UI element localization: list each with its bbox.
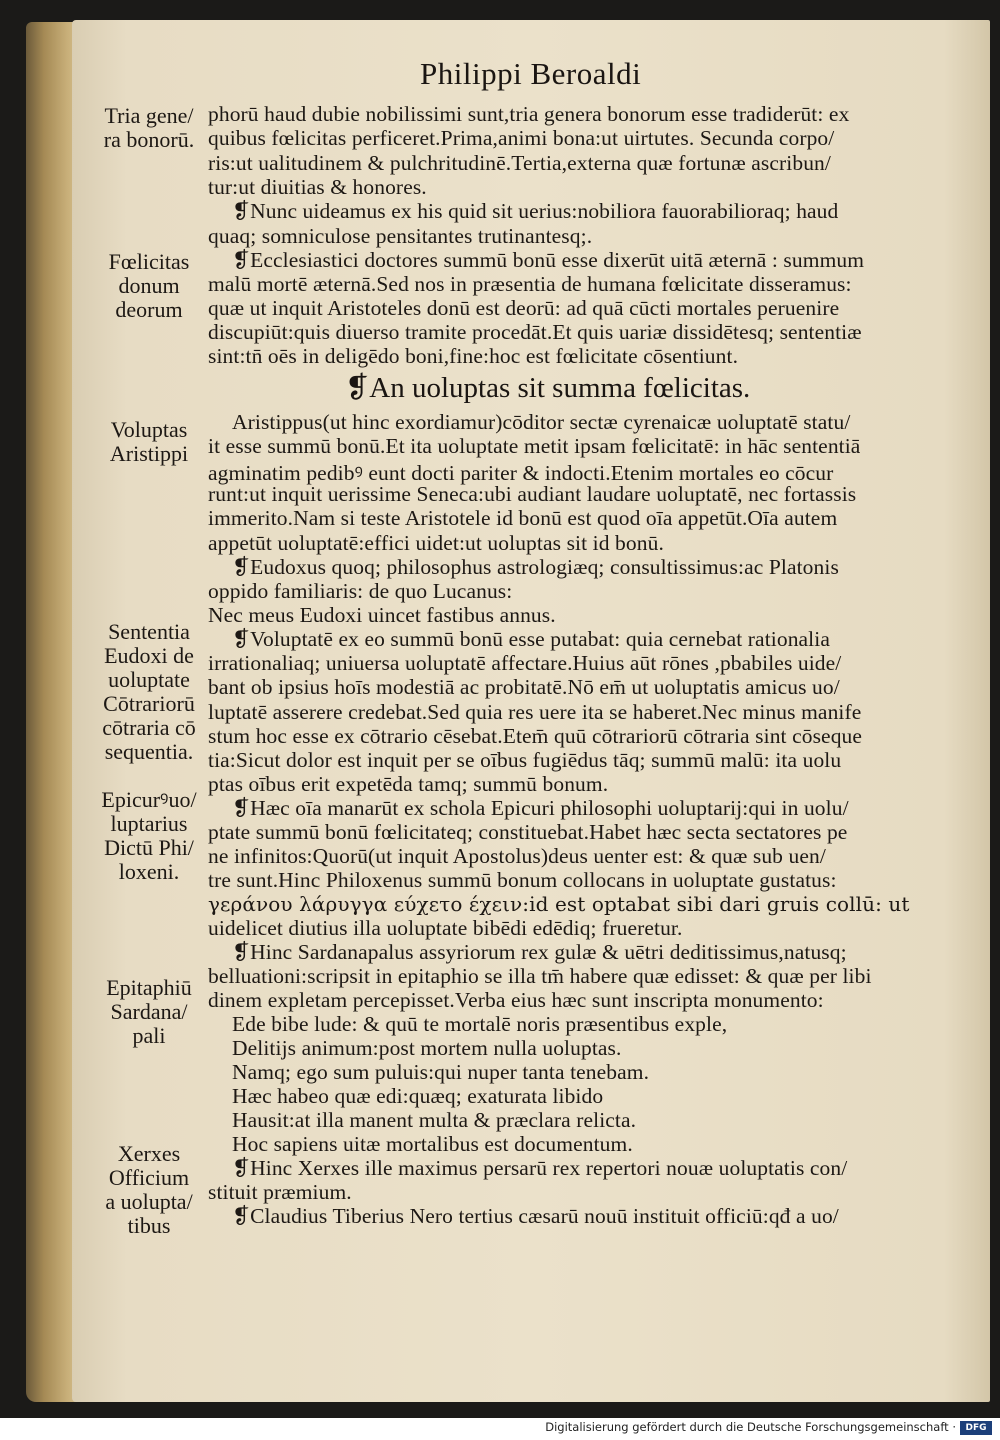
text-line: tre sunt.Hinc Philoxenus summū bonum collocans in uoluptate gustatus: — [208, 868, 837, 892]
text-line: sint:tn̄ oēs in deligēdo boni,fine:hoc est fœlicitate cōsentiunt. — [208, 344, 739, 368]
text-line-greek: γεράνου λάρυγγα εύχετο έχειν:id est optabat sibi dari gruis collū: ut — [208, 892, 910, 916]
marginal-line: Epicurꝰuo/ — [101, 787, 197, 812]
text-line: appetūt uoluptatē:effici uidet:ut uoluptas sit id bonū. — [208, 531, 664, 555]
footer-credit: Digitalisierung gefördert durch die Deutsche Forschungsgemeinschaft · — [545, 1420, 956, 1434]
marginal-line: uoluptate — [108, 667, 190, 692]
marginal-line: sequentia. — [104, 739, 194, 764]
marginal-line: a uolupta/ — [105, 1189, 193, 1214]
running-head: Philippi Beroaldi — [420, 56, 642, 91]
marginal-line: Epitaphiū — [106, 975, 192, 1000]
text-line: immerito.Nam si teste Aristotele id bonū est quod oīa appetūt.Oīa autem — [208, 506, 838, 530]
marginal-line: deorum — [115, 297, 183, 322]
marginal-note-7 — [90, 1142, 208, 1238]
marginal-line: Dictū Phi/ — [104, 835, 194, 860]
text-line: malū mortē æternā.Sed nos in præsentia de humana fœlicitate disseramus: — [208, 272, 852, 296]
text-line: stum hoc esse ex cōtrario cēsebat.Etem̄ quū cōtrariorū cōtraria sint cōseque — [208, 724, 863, 748]
verse-line: Hoc sapiens uitæ mortalibus est documentum. — [232, 1132, 633, 1156]
section-heading: ❡An uoluptas sit summa fœlicitas. — [345, 372, 751, 404]
text-line: luptatē asserere credebat.Sed quia res uere ita se haberet.Nec minus manife — [208, 700, 862, 724]
text-line: phorū haud dubie nobilissimi sunt,tria genera bonorum esse tradiderūt: ex — [208, 102, 850, 126]
text-line: quæ ut inquit Aristoteles donū est deorū: ad quā cūcti mortales peruenire — [208, 296, 840, 320]
verse-line: Delitijs animum:post mortem nulla uoluptas. — [232, 1036, 622, 1060]
text-line: tur:ut diuitias & honores. — [208, 175, 427, 199]
text-line: ptate summū bonū fœlicitateq; constituebat.Habet hæc secta sectatores pe — [208, 820, 848, 844]
text-line: Nec meus Eudoxi uincet fastibus annus. — [208, 603, 556, 627]
text-line: ❡Claudius Tiberius Nero tertius cæsarū nouū instituit officiū:qđ a uo/ — [232, 1204, 839, 1228]
text-line: Aristippus(ut hinc exordiamur)cōditor sectæ cyrenaicæ uoluptatē statu/ — [232, 410, 851, 434]
text-line: quaq; somniculose pensitantes trutinantesq;. — [208, 224, 593, 248]
text-line: runt:ut inquit uerissime Seneca:ubi audiant laudare uoluptatē, nec fortassis — [208, 482, 857, 506]
marginal-line: pali — [132, 1023, 166, 1048]
marginal-note-2 — [90, 250, 208, 322]
marginal-line: cōtraria cō — [102, 715, 196, 740]
marginal-line: donum — [118, 273, 180, 298]
text-line: irrationaliaq; uniuersa uoluptatē affectare.Huius aūt rōnes ,pbabiles uide/ — [208, 651, 842, 675]
text-line: ❡Hinc Sardanapalus assyriorum rex gulæ & uētri deditissimus,natusq; — [232, 940, 847, 964]
verse-line: Hausit:at illa manent multa & præclara relicta. — [232, 1108, 637, 1132]
marginal-note-4 — [90, 620, 208, 764]
text-line: agminatim pedibꝰ eunt docti pariter & indocti.Etenim mortales eo cōcur — [208, 461, 834, 485]
text-line: ❡Eudoxus quoq; philosophus astrologiæq; consultissimus:ac Platonis — [232, 555, 839, 579]
text-line: ne infinitos:Quorū(ut inquit Apostolus)deus uenter est: & quæ sub uen/ — [208, 844, 826, 868]
text-line: belluationi:scripsit in epitaphio se illa tm̄ habere quæ edisset: & quæ per libi — [208, 964, 872, 988]
marginal-note-5 — [90, 788, 208, 884]
text-line: ❡Ecclesiastici doctores summū bonū esse dixerūt uitā æternā : summum — [232, 248, 865, 272]
text-line: ❡Hinc Xerxes ille maximus persarū rex repertori nouæ uoluptatis con/ — [232, 1156, 848, 1180]
marginal-line: Sententia — [108, 619, 190, 644]
marginal-line: loxeni. — [118, 859, 180, 884]
text-line: dinem expletam percepisset.Verba eius hæc sunt inscripta monumento: — [208, 988, 824, 1012]
marginal-line: Tria gene/ — [104, 103, 194, 128]
text-line: quibus fœlicitas perficeret.Prima,animi bona:ut uirtutes. Secunda corpo/ — [208, 126, 835, 150]
text-line: ris:ut ualitudinem & pulchritudinē.Tertia,externa quæ fortunæ ascribun/ — [208, 151, 831, 175]
marginal-line: Aristippi — [109, 441, 189, 466]
verse-line: Ede bibe lude: & quū te mortalē noris præsentibus exple, — [232, 1012, 728, 1036]
text-line: it esse summū bonū.Et ita uoluptate metit ipsam fœlicitatē: in hāc sententiā — [208, 434, 861, 458]
marginal-line: Eudoxi de — [104, 643, 194, 668]
text-line: ❡Nunc uideamus ex his quid sit uerius:nobiliora fauorabilioraq; haud — [232, 199, 839, 223]
text-line: oppido familiaris: de quo Lucanus: — [208, 579, 513, 603]
verse-line: Hæc habeo quæ edi:quæq; exaturata libido — [232, 1084, 604, 1108]
marginal-note-1 — [90, 104, 208, 152]
marginal-line: luptarius — [110, 811, 188, 836]
marginal-line: ra bonorū. — [103, 127, 195, 152]
dfg-logo: DFG — [960, 1421, 992, 1435]
text-line: tia:Sicut dolor est inquit per se oībus fugiēdus tāq; summū malū: ita uolu — [208, 748, 842, 772]
marginal-line: tibus — [127, 1213, 171, 1238]
marginal-line: Voluptas — [110, 417, 188, 442]
text-line: bant ob ipsius hoīs modestiā ac probitatē.Nō em̄ ut uoluptatis amicus uo/ — [208, 675, 840, 699]
text-line: ❡Hæc oīa manarūt ex schola Epicuri philosophi uoluptarij:qui in uolu/ — [232, 796, 849, 820]
marginal-note-6 — [90, 976, 208, 1048]
marginal-line: Xerxes — [117, 1141, 181, 1166]
marginal-line: Officium — [108, 1165, 190, 1190]
text-line: ptas oībus erit expetēda tamq; summū bonum. — [208, 772, 609, 796]
text-line: stituit præmium. — [208, 1180, 352, 1204]
marginal-line: Fœlicitas — [108, 249, 190, 274]
marginal-line: Cōtrariorū — [103, 691, 195, 716]
marginal-line: Sardana/ — [110, 999, 188, 1024]
verse-line: Namq; ego sum puluis:qui nuper tanta tenebam. — [232, 1060, 650, 1084]
text-line: uidelicet diutius illa uoluptate bibēdi edēdiq; frueretur. — [208, 916, 683, 940]
text-line: discupiūt:quis diuerso tramite procedāt.Et quis uariæ dissidētesq; sententiæ — [208, 320, 862, 344]
text-line: ❡Voluptatē ex eo summū bonū esse putabat: quia cernebat rationalia — [232, 627, 830, 651]
marginal-note-3 — [90, 418, 208, 466]
